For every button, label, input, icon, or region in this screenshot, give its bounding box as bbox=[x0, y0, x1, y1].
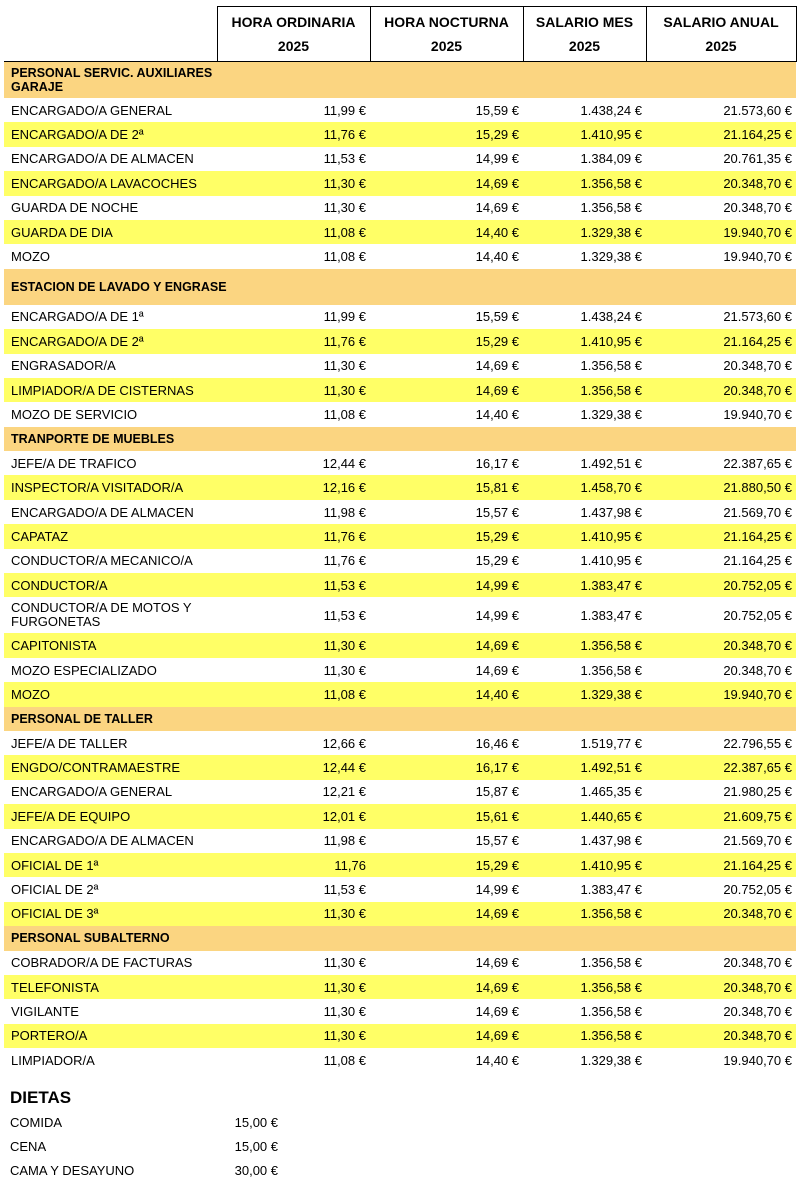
header-label: SALARIO MES bbox=[535, 14, 634, 30]
salario-mes-value: 1.356,58 € bbox=[523, 378, 646, 402]
category-name: JEFE/A DE EQUIPO bbox=[4, 804, 217, 828]
salario-anual-value: 20.348,70 € bbox=[646, 378, 796, 402]
salario-anual-value: 21.569,70 € bbox=[723, 833, 792, 849]
hora-nocturna-value: 15,61 € bbox=[370, 804, 523, 828]
hora-nocturna-value: 14,40 € bbox=[475, 1052, 519, 1068]
category-name: ENCARGADO/A DE 2ª bbox=[4, 122, 217, 146]
category-name: OFICIAL DE 1ª bbox=[4, 853, 217, 877]
table-row bbox=[4, 829, 796, 853]
table-row bbox=[4, 524, 796, 548]
hora-nocturna-value: 16,17 € bbox=[475, 455, 519, 471]
table-row bbox=[4, 98, 796, 122]
hora-nocturna-value: 15,57 € bbox=[475, 833, 519, 849]
hora-ordinaria-value: 11,99 € bbox=[323, 309, 366, 325]
salario-mes-value: 1.356,58 € bbox=[580, 358, 642, 374]
category-name: ENCARGADO/A DE 2ª bbox=[4, 329, 217, 353]
salario-anual-value: 20.348,70 € bbox=[646, 1024, 796, 1048]
salario-mes-value: 1.410,95 € bbox=[523, 524, 646, 548]
salario-mes-value: 1.492,51 € bbox=[523, 755, 646, 779]
salario-anual-value: 21.164,25 € bbox=[723, 553, 792, 569]
hora-ordinaria-value: 11,76 € bbox=[217, 122, 370, 146]
salario-mes-value: 1.438,24 € bbox=[580, 309, 642, 325]
salario-anual-value: 21.880,50 € bbox=[646, 475, 796, 499]
category-name: OFICIAL DE 3ª bbox=[4, 902, 217, 926]
table-row bbox=[4, 633, 796, 657]
hora-nocturna-value: 14,40 € bbox=[475, 249, 519, 265]
salario-anual-value: 22.387,65 € bbox=[723, 455, 792, 471]
salario-mes-value: 1.519,77 € bbox=[580, 735, 642, 751]
salario-mes-value: 1.410,95 € bbox=[523, 329, 646, 353]
salary-table bbox=[4, 6, 797, 1072]
category-name: ENGDO/CONTRAMAESTRE bbox=[4, 755, 217, 779]
hora-ordinaria-value: 11,08 € bbox=[217, 682, 370, 706]
salario-mes-value: 1.383,47 € bbox=[580, 882, 642, 898]
section-header-row bbox=[4, 62, 796, 98]
category-name: ENCARGADO/A DE 1ª bbox=[11, 309, 144, 325]
header-year: 2025 bbox=[705, 38, 737, 54]
category-name: ENCARGADO/A DE ALMACEN bbox=[11, 504, 194, 520]
category-name: VIGILANTE bbox=[11, 1003, 79, 1019]
hora-nocturna-value: 15,81 € bbox=[370, 475, 523, 499]
dieta-value: 15,00 € bbox=[234, 1139, 278, 1154]
table-row bbox=[4, 196, 796, 220]
salario-anual-value: 20.348,70 € bbox=[646, 633, 796, 657]
hora-nocturna-value: 14,69 € bbox=[475, 662, 519, 678]
section-header-row bbox=[4, 427, 796, 451]
hora-ordinaria-value: 11,76 bbox=[217, 853, 370, 877]
table-row bbox=[4, 451, 796, 475]
hora-nocturna-value: 16,46 € bbox=[475, 735, 519, 751]
hora-ordinaria-value: 12,21 € bbox=[322, 784, 366, 800]
hora-ordinaria-value: 11,30 € bbox=[217, 902, 370, 926]
salario-mes-value: 1.410,95 € bbox=[523, 122, 646, 146]
salario-mes-value: 1.329,38 € bbox=[523, 220, 646, 244]
table-row bbox=[4, 658, 796, 682]
category-name: ENCARGADO/A DE ALMACEN bbox=[11, 833, 194, 849]
hora-nocturna-value: 14,40 € bbox=[475, 406, 519, 422]
hora-ordinaria-value: 12,16 € bbox=[217, 475, 370, 499]
salario-mes-value: 1.437,98 € bbox=[580, 504, 642, 520]
hora-ordinaria-value: 11,30 € bbox=[217, 171, 370, 195]
header-hora-ordinaria bbox=[217, 7, 370, 62]
salario-mes-value: 1.458,70 € bbox=[523, 475, 646, 499]
salario-mes-value: 1.410,95 € bbox=[523, 853, 646, 877]
hora-nocturna-value: 14,69 € bbox=[370, 378, 523, 402]
hora-nocturna-value: 16,17 € bbox=[370, 755, 523, 779]
salario-mes-value: 1.384,09 € bbox=[580, 151, 642, 167]
salario-anual-value: 21.164,25 € bbox=[646, 122, 796, 146]
dieta-row-cama-desayuno bbox=[10, 1159, 310, 1183]
header-blank-cell bbox=[4, 7, 217, 62]
table-header bbox=[4, 7, 796, 62]
salario-anual-value: 21.573,60 € bbox=[723, 309, 792, 325]
dietas-title: DIETAS bbox=[10, 1088, 72, 1107]
salario-anual-value: 21.980,25 € bbox=[723, 784, 792, 800]
hora-nocturna-value: 14,69 € bbox=[475, 200, 519, 216]
salario-anual-value: 20.348,70 € bbox=[723, 955, 792, 971]
header-label: HORA NOCTURNA bbox=[384, 14, 509, 30]
hora-nocturna-value: 15,29 € bbox=[370, 122, 523, 146]
hora-nocturna-value: 14,99 € bbox=[370, 573, 523, 597]
hora-ordinaria-value: 11,76 € bbox=[217, 329, 370, 353]
salario-anual-value: 20.348,70 € bbox=[723, 200, 792, 216]
category-name: GUARDA DE NOCHE bbox=[11, 200, 139, 216]
header-year: 2025 bbox=[568, 38, 601, 54]
table-row bbox=[4, 122, 796, 146]
category-name: GUARDA DE DIA bbox=[4, 220, 217, 244]
hora-ordinaria-value: 11,53 € bbox=[323, 882, 366, 898]
hora-nocturna-value: 14,69 € bbox=[370, 1024, 523, 1048]
category-name: COBRADOR/A DE FACTURAS bbox=[11, 955, 193, 971]
section-header-row bbox=[4, 269, 796, 305]
salario-mes-value: 1.437,98 € bbox=[580, 833, 642, 849]
salario-anual-value: 20.348,70 € bbox=[646, 975, 796, 999]
salario-mes-value: 1.438,24 € bbox=[580, 102, 642, 118]
table-row bbox=[4, 329, 796, 353]
salario-mes-value: 1.356,58 € bbox=[523, 171, 646, 195]
salary-sheet bbox=[4, 6, 796, 1072]
salario-anual-value: 21.164,25 € bbox=[646, 329, 796, 353]
hora-ordinaria-value: 11,30 € bbox=[323, 200, 366, 216]
salario-anual-value: 20.348,70 € bbox=[723, 1003, 792, 1019]
category-name: ENGRASADOR/A bbox=[11, 358, 116, 374]
table-row bbox=[4, 731, 796, 755]
salario-anual-value: 20.752,05 € bbox=[646, 573, 796, 597]
table-row bbox=[4, 999, 796, 1023]
category-name: CONDUCTOR/A bbox=[4, 573, 217, 597]
header-label: HORA ORDINARIA bbox=[231, 14, 356, 30]
salario-mes-value: 1.410,95 € bbox=[580, 553, 642, 569]
salario-mes-value: 1.356,58 € bbox=[580, 662, 642, 678]
salario-mes-value: 1.383,47 € bbox=[523, 573, 646, 597]
hora-nocturna-value: 14,99 € bbox=[475, 607, 519, 623]
salario-mes-value: 1.465,35 € bbox=[580, 784, 642, 800]
dietas-block bbox=[10, 1088, 310, 1183]
hora-nocturna-value: 14,99 € bbox=[475, 882, 519, 898]
table-row bbox=[4, 853, 796, 877]
salario-anual-value: 20.348,70 € bbox=[646, 171, 796, 195]
dieta-label: COMIDA bbox=[10, 1115, 62, 1130]
salario-anual-value: 19.940,70 € bbox=[646, 220, 796, 244]
header-year: 2025 bbox=[430, 38, 463, 54]
hora-nocturna-value: 14,69 € bbox=[370, 975, 523, 999]
hora-ordinaria-value: 11,99 € bbox=[323, 102, 366, 118]
hora-ordinaria-value: 11,08 € bbox=[323, 406, 366, 422]
table-row bbox=[4, 500, 796, 524]
hora-ordinaria-value: 12,44 € bbox=[322, 455, 366, 471]
section-header-row bbox=[4, 707, 796, 731]
table-row bbox=[4, 755, 796, 779]
category-name: MOZO DE SERVICIO bbox=[11, 406, 138, 422]
salario-anual-value: 21.164,25 € bbox=[646, 853, 796, 877]
table-row bbox=[4, 549, 796, 573]
table-row bbox=[4, 951, 796, 975]
hora-ordinaria-value: 11,76 € bbox=[323, 553, 366, 569]
section-title: TRANPORTE DE MUEBLES bbox=[4, 427, 796, 451]
salario-anual-value: 20.348,70 € bbox=[723, 662, 792, 678]
table-row bbox=[4, 378, 796, 402]
hora-ordinaria-value: 11,08 € bbox=[323, 1052, 366, 1068]
category-name: TELEFONISTA bbox=[4, 975, 217, 999]
table-row bbox=[4, 147, 796, 171]
salario-anual-value: 19.940,70 € bbox=[723, 1052, 792, 1068]
salario-anual-value: 22.796,55 € bbox=[723, 735, 792, 751]
salario-mes-value: 1.329,38 € bbox=[580, 1052, 642, 1068]
hora-ordinaria-value: 12,44 € bbox=[217, 755, 370, 779]
salario-mes-value: 1.329,38 € bbox=[580, 249, 642, 265]
salario-mes-value: 1.356,58 € bbox=[523, 633, 646, 657]
table-row bbox=[4, 573, 796, 597]
salario-mes-value: 1.329,38 € bbox=[580, 406, 642, 422]
category-name: JEFE/A DE TRAFICO bbox=[11, 455, 137, 471]
header-label: SALARIO ANUAL bbox=[663, 14, 779, 30]
hora-nocturna-value: 15,87 € bbox=[475, 784, 519, 800]
section-title: PERSONAL DE TALLER bbox=[4, 707, 796, 731]
category-name: MOZO bbox=[4, 682, 217, 706]
table-row bbox=[4, 220, 796, 244]
salario-mes-value: 1.356,58 € bbox=[523, 975, 646, 999]
table-row bbox=[4, 244, 796, 268]
salario-anual-value: 21.609,75 € bbox=[646, 804, 796, 828]
header-hora-nocturna bbox=[370, 7, 523, 62]
section-header-row bbox=[4, 926, 796, 950]
section-title: PERSONAL SERVIC. AUXILIARES GARAJE bbox=[4, 62, 796, 98]
hora-nocturna-value: 14,40 € bbox=[370, 220, 523, 244]
hora-nocturna-value: 14,69 € bbox=[370, 633, 523, 657]
hora-ordinaria-value: 12,66 € bbox=[322, 735, 366, 751]
hora-ordinaria-value: 11,30 € bbox=[323, 955, 366, 971]
table-row bbox=[4, 975, 796, 999]
category-name: ENCARGADO/A GENERAL bbox=[11, 102, 173, 118]
category-name: ENCARGADO/A GENERAL bbox=[11, 784, 173, 800]
salario-anual-value: 20.348,70 € bbox=[723, 358, 792, 374]
salario-mes-value: 1.356,58 € bbox=[523, 902, 646, 926]
table-row bbox=[4, 804, 796, 828]
salario-anual-value: 19.940,70 € bbox=[723, 249, 792, 265]
hora-ordinaria-value: 11,08 € bbox=[323, 249, 366, 265]
table-row bbox=[4, 475, 796, 499]
salario-anual-value: 21.573,60 € bbox=[723, 102, 792, 118]
hora-ordinaria-value: 12,01 € bbox=[217, 804, 370, 828]
category-name: CAPITONISTA bbox=[4, 633, 217, 657]
hora-nocturna-value: 15,29 € bbox=[370, 329, 523, 353]
hora-ordinaria-value: 11,53 € bbox=[217, 573, 370, 597]
table-row bbox=[4, 402, 796, 426]
hora-ordinaria-value: 11,30 € bbox=[217, 378, 370, 402]
hora-nocturna-value: 14,69 € bbox=[370, 902, 523, 926]
salario-mes-value: 1.383,47 € bbox=[580, 607, 642, 623]
category-name: MOZO ESPECIALIZADO bbox=[11, 662, 157, 678]
table-row bbox=[4, 1048, 796, 1072]
table-row bbox=[4, 902, 796, 926]
header-salario-anual bbox=[646, 7, 796, 62]
salario-anual-value: 21.164,25 € bbox=[646, 524, 796, 548]
hora-ordinaria-value: 11,98 € bbox=[323, 504, 366, 520]
salario-anual-value: 22.387,65 € bbox=[646, 755, 796, 779]
hora-nocturna-value: 15,57 € bbox=[475, 504, 519, 520]
table-row bbox=[4, 780, 796, 804]
table-body bbox=[4, 62, 796, 1073]
table-row bbox=[4, 354, 796, 378]
hora-nocturna-value: 15,29 € bbox=[475, 553, 519, 569]
category-name: ENCARGADO/A DE ALMACEN bbox=[11, 151, 194, 167]
header-salario-mes bbox=[523, 7, 646, 62]
salario-anual-value: 19.940,70 € bbox=[723, 406, 792, 422]
hora-ordinaria-value: 11,76 € bbox=[217, 524, 370, 548]
section-title: ESTACION DE LAVADO Y ENGRASE bbox=[4, 269, 796, 305]
table-row bbox=[4, 597, 796, 633]
salario-mes-value: 1.356,58 € bbox=[580, 955, 642, 971]
dieta-label: CENA bbox=[10, 1139, 47, 1154]
hora-nocturna-value: 15,59 € bbox=[475, 102, 519, 118]
salario-mes-value: 1.356,58 € bbox=[523, 1024, 646, 1048]
section-title: PERSONAL SUBALTERNO bbox=[4, 926, 796, 950]
hora-nocturna-value: 14,69 € bbox=[475, 955, 519, 971]
hora-nocturna-value: 14,69 € bbox=[475, 358, 519, 374]
hora-ordinaria-value: 11,53 € bbox=[323, 607, 366, 623]
table-row bbox=[4, 877, 796, 901]
table-row bbox=[4, 682, 796, 706]
salario-mes-value: 1.356,58 € bbox=[580, 200, 642, 216]
hora-ordinaria-value: 11,08 € bbox=[217, 220, 370, 244]
salario-anual-value: 20.752,05 € bbox=[723, 882, 792, 898]
hora-ordinaria-value: 11,30 € bbox=[323, 1003, 366, 1019]
category-name: JEFE/A DE TALLER bbox=[11, 735, 128, 751]
hora-ordinaria-value: 11,30 € bbox=[323, 358, 366, 374]
hora-nocturna-value: 14,99 € bbox=[475, 151, 519, 167]
category-name: CONDUCTOR/A DE MOTOS Y FURGONETAS bbox=[11, 600, 192, 630]
category-name: CONDUCTOR/A MECANICO/A bbox=[11, 553, 193, 569]
hora-nocturna-value: 15,29 € bbox=[370, 524, 523, 548]
hora-nocturna-value: 15,29 € bbox=[370, 853, 523, 877]
table-row bbox=[4, 305, 796, 329]
dieta-row-cena bbox=[10, 1135, 310, 1159]
salario-anual-value: 20.752,05 € bbox=[723, 607, 792, 623]
salario-mes-value: 1.329,38 € bbox=[523, 682, 646, 706]
hora-ordinaria-value: 11,30 € bbox=[217, 975, 370, 999]
dieta-value: 15,00 € bbox=[234, 1115, 278, 1130]
category-name: OFICIAL DE 2ª bbox=[11, 882, 99, 898]
category-name: LIMPIADOR/A bbox=[11, 1052, 95, 1068]
category-name: INSPECTOR/A VISITADOR/A bbox=[4, 475, 217, 499]
salario-mes-value: 1.356,58 € bbox=[580, 1003, 642, 1019]
salario-anual-value: 20.348,70 € bbox=[646, 902, 796, 926]
header-row bbox=[4, 7, 796, 62]
dieta-label: CAMA Y DESAYUNO bbox=[10, 1163, 135, 1178]
category-name: LIMPIADOR/A DE CISTERNAS bbox=[4, 378, 217, 402]
hora-ordinaria-value: 11,98 € bbox=[323, 833, 366, 849]
hora-ordinaria-value: 11,30 € bbox=[323, 662, 366, 678]
category-name: ENCARGADO/A LAVACOCHES bbox=[4, 171, 217, 195]
header-year: 2025 bbox=[277, 38, 310, 54]
hora-ordinaria-value: 11,30 € bbox=[217, 633, 370, 657]
salario-mes-value: 1.492,51 € bbox=[580, 455, 642, 471]
category-name: PORTERO/A bbox=[4, 1024, 217, 1048]
hora-nocturna-value: 14,69 € bbox=[370, 171, 523, 195]
salario-anual-value: 19.940,70 € bbox=[646, 682, 796, 706]
hora-ordinaria-value: 11,30 € bbox=[217, 1024, 370, 1048]
dieta-value: 30,00 € bbox=[234, 1163, 278, 1178]
salario-mes-value: 1.440,65 € bbox=[523, 804, 646, 828]
hora-ordinaria-value: 11,53 € bbox=[323, 151, 366, 167]
dieta-row-comida bbox=[10, 1111, 310, 1135]
hora-nocturna-value: 14,40 € bbox=[370, 682, 523, 706]
category-name: MOZO bbox=[11, 249, 50, 265]
category-name: CAPATAZ bbox=[4, 524, 217, 548]
hora-nocturna-value: 15,59 € bbox=[475, 309, 519, 325]
table-row bbox=[4, 1024, 796, 1048]
salario-anual-value: 21.569,70 € bbox=[723, 504, 792, 520]
salario-anual-value: 20.761,35 € bbox=[723, 151, 792, 167]
hora-nocturna-value: 14,69 € bbox=[475, 1003, 519, 1019]
table-row bbox=[4, 171, 796, 195]
